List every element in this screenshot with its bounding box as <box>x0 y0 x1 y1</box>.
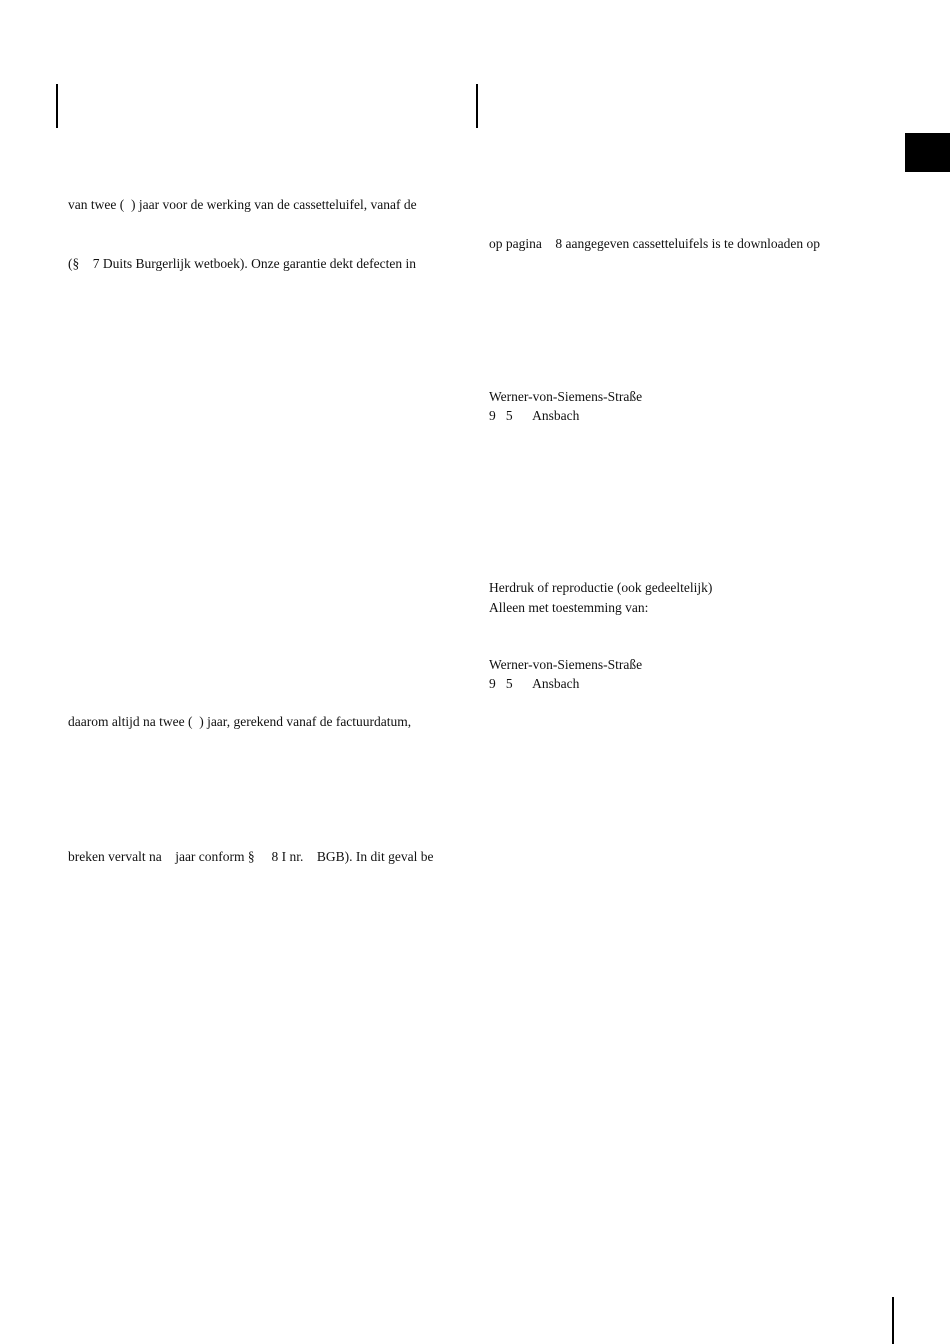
download-info-line: op pagina 8 aangegeven cassetteluifels is te downloaden op <box>489 236 821 251</box>
warranty-text-line-1: van twee ( ) jaar voor de werking van de cassetteluifel, vanaf de <box>68 197 417 212</box>
reprint-notice: Herdruk of reproductie (ook gedeeltelijk) <box>489 580 713 595</box>
publisher-address-street: Werner-von-Siemens-Straße <box>489 657 643 672</box>
chapter-thumb-tab <box>905 133 950 172</box>
address-street: Werner-von-Siemens-Straße <box>489 389 643 404</box>
left-column-marker <box>56 84 58 128</box>
publisher-address-city: 9 5 Ansbach <box>489 676 580 691</box>
permission-notice: Alleen met toestemming van: <box>489 600 649 615</box>
right-column-marker <box>476 84 478 128</box>
warranty-text-line-3: daarom altijd na twee ( ) jaar, gerekend vanaf de factuurdatum, <box>68 714 412 729</box>
address-city: 9 5 Ansbach <box>489 408 580 423</box>
page-corner-marker <box>892 1297 894 1344</box>
warranty-text-line-2: (§ 7 Duits Burgerlijk wetboek). Onze garantie dekt defecten in <box>68 256 417 271</box>
warranty-text-line-4: breken vervalt na jaar conform § 8 I nr. BGB). In dit geval be <box>68 849 434 864</box>
